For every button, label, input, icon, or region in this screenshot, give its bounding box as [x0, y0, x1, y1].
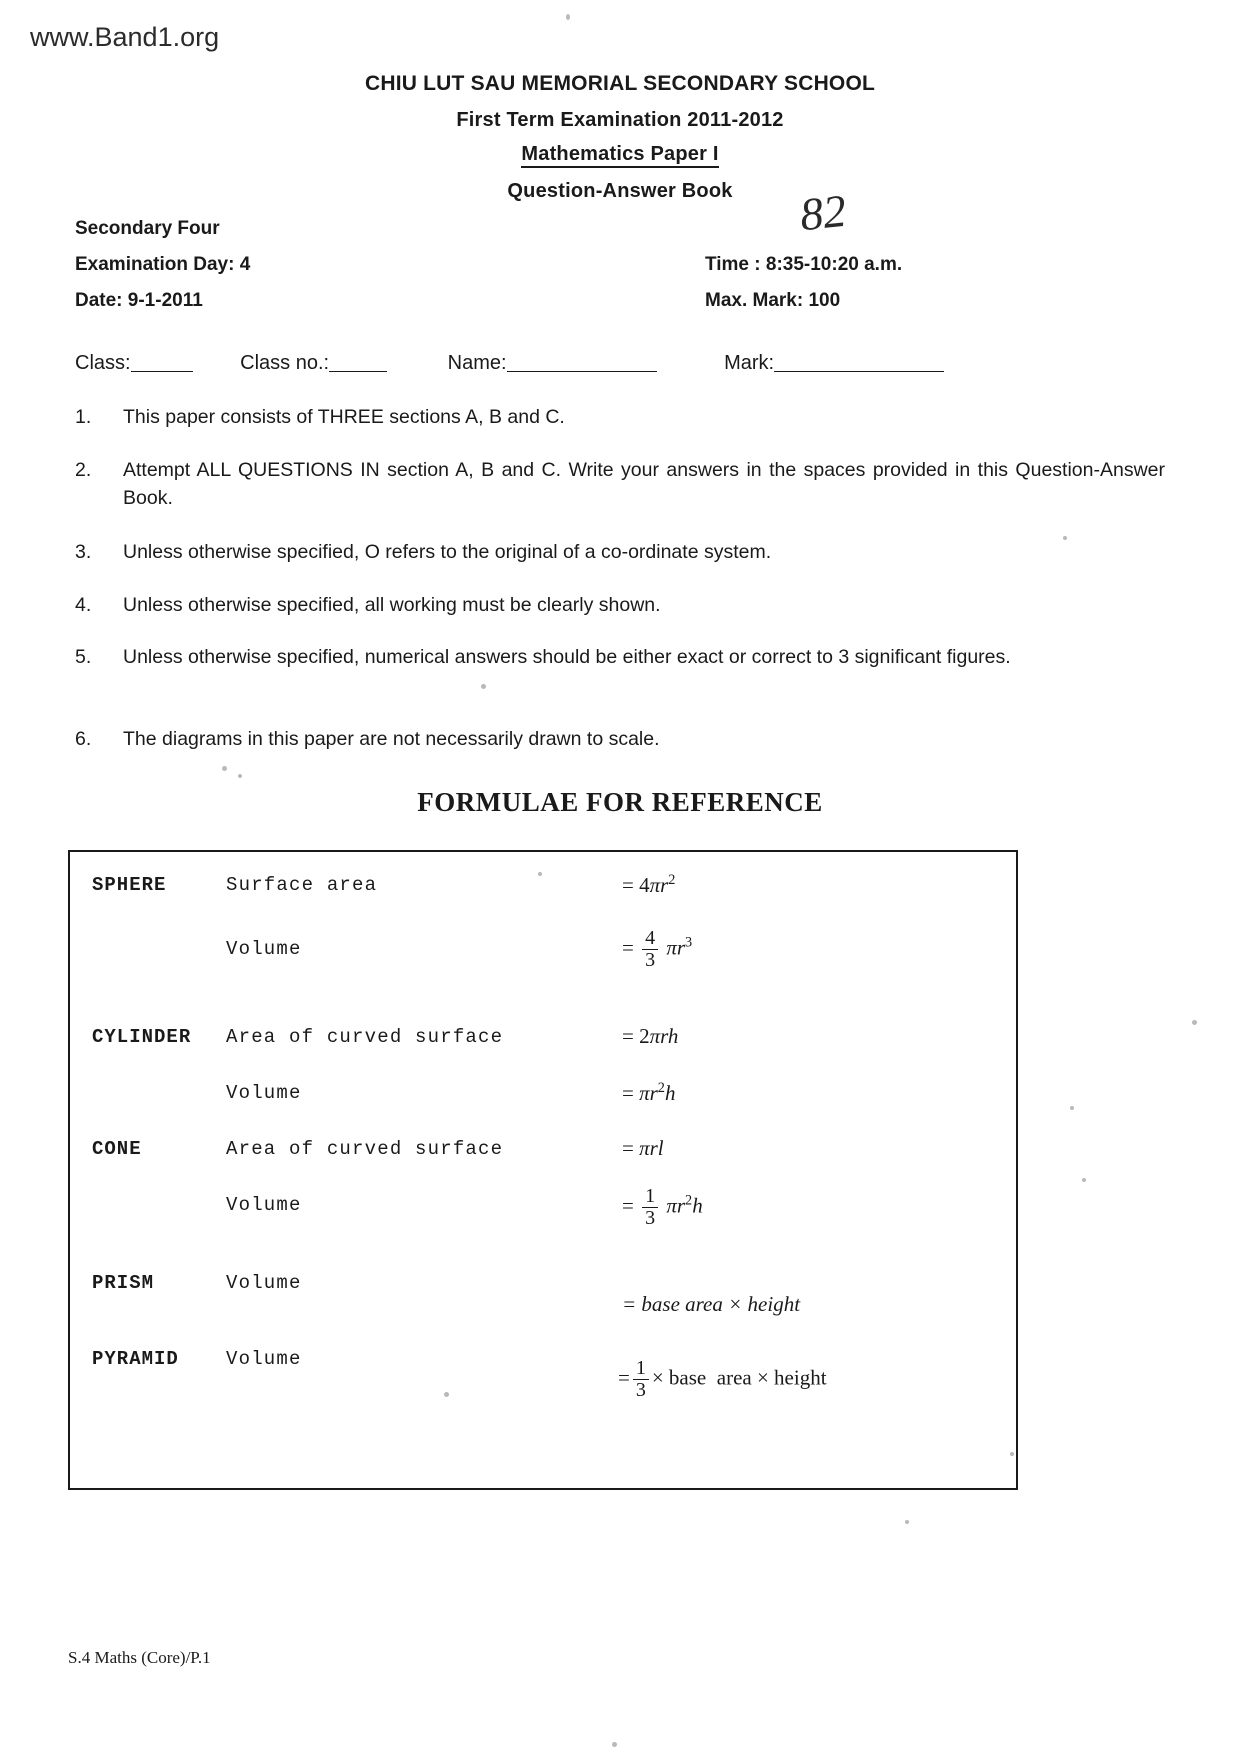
formula-quantity-cone-surface: Area of curved surface [226, 1138, 504, 1160]
name-field-label: Name: [447, 352, 507, 374]
instruction-number: 6. [75, 728, 92, 750]
max-mark-label: Max. Mark: 100 [705, 290, 841, 311]
formula-quantity-prism-volume: Volume [226, 1272, 302, 1294]
paper-title [0, 143, 1240, 166]
instruction-item [75, 538, 1165, 566]
scan-speck [1082, 1178, 1086, 1182]
student-fields-row [75, 352, 1165, 375]
instruction-text: The diagrams in this paper are not necessarily drawn to scale. [123, 728, 660, 750]
scan-speck [222, 766, 227, 771]
formula-shape-cylinder: CYLINDER [92, 1026, 192, 1048]
booklet-type: Question-Answer Book [507, 180, 733, 202]
mark-field-input[interactable] [774, 352, 944, 372]
level-label: Secondary Four [75, 218, 220, 239]
formula-quantity-pyramid-volume: Volume [226, 1348, 302, 1370]
instruction-text: Unless otherwise specified, O refers to the original of a co-ordinate system. [123, 541, 772, 563]
formula-quantity-sphere-volume: Volume [226, 938, 302, 960]
class-no-field-label: Class no.: [240, 352, 330, 374]
scan-speck [238, 774, 242, 778]
scan-speck [444, 1392, 449, 1397]
class-field-label: Class: [75, 352, 131, 374]
instruction-item [75, 456, 1165, 513]
site-watermark: www.Band1.org [30, 22, 220, 52]
formula-shape-sphere: SPHERE [92, 874, 167, 896]
scan-speck [1010, 1452, 1014, 1456]
formulae-box [68, 850, 1018, 1490]
instruction-item [75, 403, 1165, 431]
formula-eq-cylinder-volume: = $\pi r^2h$ [622, 1080, 676, 1105]
scan-speck [566, 14, 570, 20]
page-footer: S.4 Maths (Core)/P.1 [68, 1648, 211, 1667]
instruction-item [75, 725, 1165, 753]
scan-speck [481, 684, 486, 689]
instruction-number: 1. [75, 406, 92, 428]
formula-shape-cone: CONE [92, 1138, 142, 1160]
formula-quantity-cylinder-volume: Volume [226, 1082, 302, 1104]
class-field-input[interactable] [131, 352, 193, 372]
exam-day-label: Examination Day: 4 [75, 254, 251, 275]
scan-speck [1070, 1106, 1074, 1110]
mark-field [724, 352, 944, 375]
instruction-number: 4. [75, 594, 92, 616]
scan-speck [905, 1520, 909, 1524]
formula-eq-cone-surface: = πrl [622, 1136, 664, 1160]
class-no-field-input[interactable] [329, 352, 387, 372]
name-field [448, 352, 657, 375]
handwritten-mark: 82 [797, 184, 849, 241]
formula-quantity-cone-volume: Volume [226, 1194, 302, 1216]
formula-eq-sphere-volume: = $\frac{4}{3}$ $\pi r^3$ [622, 927, 693, 971]
formula-eq-cone-volume: = $\frac{1}{3}$ $\pi r^2h$ [622, 1185, 703, 1229]
formula-eq-cylinder-surface: = 2πrh [622, 1024, 679, 1048]
scan-speck [1063, 536, 1067, 540]
scan-speck [538, 872, 542, 876]
formula-quantity-sphere-surface: Surface area [226, 874, 378, 896]
formula-eq-pyramid-volume: = $\frac{1}{3}$ × base area × height [618, 1357, 827, 1401]
mark-field-label: Mark: [724, 352, 775, 374]
school-name: CHIU LUT SAU MEMORIAL SECONDARY SCHOOL [364, 72, 876, 95]
formula-eq-prism-volume: = base area × height [622, 1292, 801, 1316]
date-label: Date: 9-1-2011 [75, 290, 203, 311]
class-field [75, 352, 193, 375]
instruction-item [75, 591, 1165, 619]
instruction-text: Attempt ALL QUESTIONS IN section A, B and C. Write your answers in the spaces provided in this Question-Answer Book. [123, 459, 1165, 510]
instruction-number: 3. [75, 541, 92, 563]
formulae-heading: FORMULAE FOR REFERENCE [417, 787, 823, 817]
instruction-number: 2. [75, 459, 92, 481]
exam-title: First Term Examination 2011-2012 [456, 109, 784, 131]
paper-title-text: Mathematics Paper I [521, 143, 718, 168]
instruction-number: 5. [75, 646, 92, 668]
name-field-input[interactable] [507, 352, 657, 372]
class-no-field [240, 352, 387, 375]
formula-quantity-cylinder-surface: Area of curved surface [226, 1026, 504, 1048]
scan-speck [612, 1742, 617, 1747]
formula-shape-prism: PRISM [92, 1272, 155, 1294]
instruction-item [75, 643, 1165, 671]
instruction-text: Unless otherwise specified, numerical answers should be either exact or correct to 3 significant figures. [123, 646, 1011, 668]
instruction-text: This paper consists of THREE sections A, B and C. [123, 406, 565, 428]
scan-speck [1192, 1020, 1197, 1025]
time-label: Time : 8:35-10:20 a.m. [705, 254, 903, 275]
instruction-text: Unless otherwise specified, all working must be clearly shown. [123, 594, 661, 616]
formula-shape-pyramid: PYRAMID [92, 1348, 179, 1370]
formula-eq-sphere-surface: = $4\pi r^2$ [622, 872, 676, 897]
